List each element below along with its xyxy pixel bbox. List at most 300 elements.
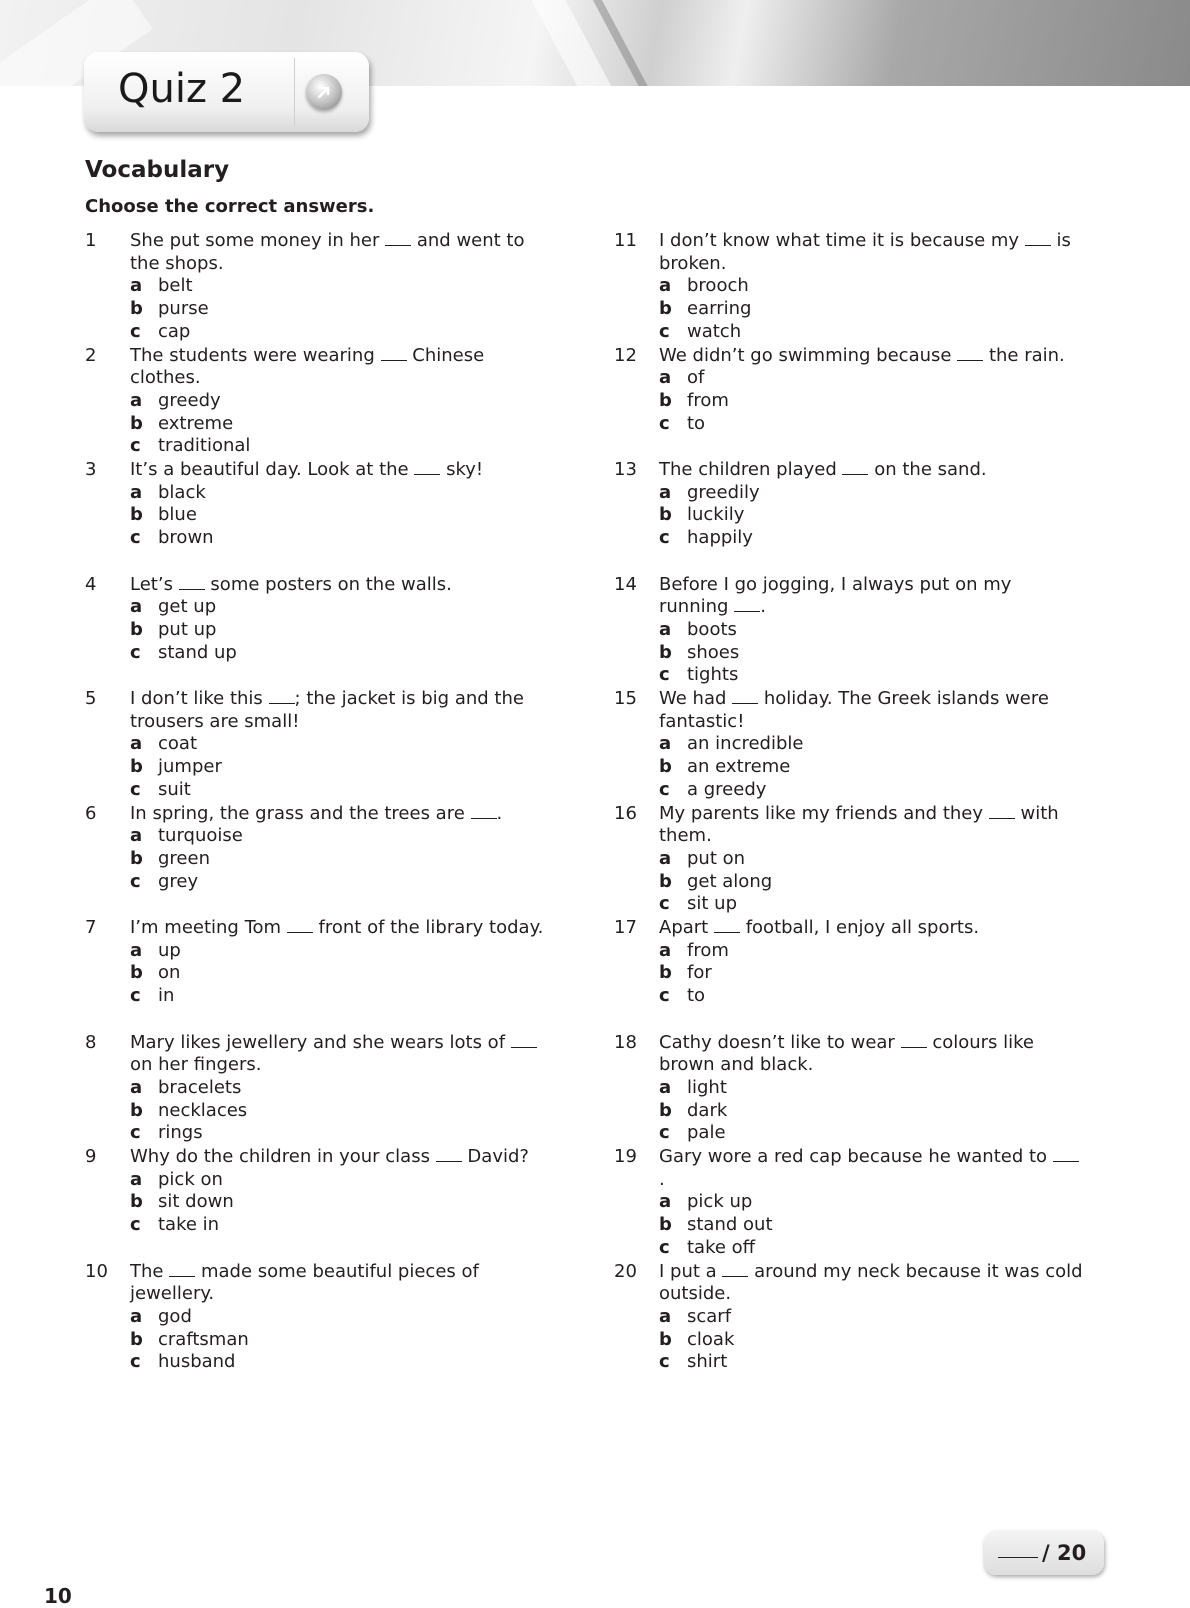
option-letter: b	[130, 847, 143, 869]
answer-option[interactable]	[659, 962, 1084, 985]
option-letter: c	[659, 985, 670, 1007]
option-letter: c	[659, 320, 670, 342]
option-text: jumper	[158, 756, 222, 778]
option-letter: a	[130, 1168, 143, 1190]
answer-option[interactable]	[130, 985, 555, 1008]
option-text: watch	[687, 320, 742, 342]
option-letter: b	[659, 1328, 672, 1350]
option-letter: c	[130, 778, 141, 800]
question-number: 1	[85, 230, 97, 251]
answer-option[interactable]	[130, 1306, 555, 1329]
answer-blank	[842, 460, 868, 475]
option-text: scarf	[687, 1305, 732, 1327]
option-text: a greedy	[687, 778, 767, 800]
question-text-after: on the sand.	[874, 459, 987, 480]
answer-option[interactable]	[659, 779, 1084, 802]
answer-blank	[957, 346, 983, 361]
section-title: Vocabulary	[85, 157, 230, 183]
answer-option[interactable]	[659, 1351, 1084, 1374]
option-text: bracelets	[158, 1076, 242, 1098]
question-text-before: Apart	[659, 917, 709, 938]
answer-option[interactable]	[130, 504, 555, 527]
option-letter: b	[659, 1214, 672, 1236]
answer-blank	[269, 689, 295, 704]
option-letter: b	[130, 962, 143, 984]
answer-option[interactable]	[130, 596, 555, 619]
option-text: put on	[687, 847, 746, 869]
question-text-after: and went to the shops.	[130, 230, 525, 274]
answer-blank	[1025, 231, 1051, 246]
option-text: shirt	[687, 1351, 728, 1373]
option-letter: b	[659, 641, 672, 663]
question-number: 2	[85, 344, 97, 366]
answer-blank	[381, 346, 407, 361]
question-number: 5	[85, 688, 97, 709]
question-item	[85, 574, 555, 689]
option-letter: a	[130, 275, 143, 297]
answer-blank	[989, 804, 1015, 819]
question-text	[659, 917, 1084, 940]
option-letter: a	[130, 733, 143, 755]
question-number: 17	[614, 917, 637, 938]
question-text	[659, 688, 1084, 733]
question-item	[85, 230, 555, 345]
question-number: 6	[85, 802, 97, 824]
question-text	[130, 574, 555, 597]
option-text: cap	[158, 320, 191, 342]
question-text-after: front of the library today.	[318, 917, 544, 938]
question-text-after: sky!	[446, 459, 484, 480]
option-text: husband	[158, 1351, 236, 1373]
answer-blank	[511, 1033, 537, 1048]
option-text: green	[158, 847, 210, 869]
option-letter: a	[659, 939, 672, 961]
question-text	[659, 803, 1084, 848]
answer-option[interactable]	[659, 390, 1084, 413]
answer-option[interactable]	[659, 367, 1084, 390]
page-number: 10	[44, 1584, 72, 1608]
option-letter: a	[130, 596, 143, 618]
answer-option[interactable]	[659, 642, 1084, 665]
option-text: of	[687, 367, 705, 389]
option-text: greedily	[687, 481, 760, 503]
answer-option[interactable]	[659, 1306, 1084, 1329]
answer-option[interactable]	[659, 321, 1084, 344]
option-letter: b	[130, 1099, 143, 1121]
answer-option[interactable]	[659, 848, 1084, 871]
question-number: 15	[614, 688, 637, 709]
question-text-before: In spring, the grass and the trees are	[130, 802, 465, 824]
question-text	[659, 1032, 1084, 1077]
answer-option[interactable]	[659, 1077, 1084, 1100]
answer-option[interactable]	[659, 275, 1084, 298]
option-letter: b	[659, 504, 672, 526]
question-text	[659, 230, 1084, 275]
question-text	[130, 1032, 555, 1077]
question-number: 3	[85, 459, 97, 480]
option-text: stand up	[158, 641, 237, 663]
answer-option[interactable]	[659, 527, 1084, 550]
option-text: light	[687, 1076, 727, 1098]
answer-blank	[169, 1262, 195, 1277]
answer-option[interactable]	[659, 756, 1084, 779]
question-text	[130, 345, 555, 390]
option-text: brown	[158, 527, 214, 549]
option-letter: c	[659, 893, 670, 915]
option-text: sit up	[687, 893, 737, 915]
option-letter: a	[130, 389, 143, 411]
option-letter: b	[130, 618, 143, 640]
answer-option[interactable]	[130, 1351, 555, 1374]
answer-option[interactable]	[130, 871, 555, 894]
question-text	[130, 1146, 555, 1169]
question-number: 20	[614, 1260, 637, 1282]
question-text-before: The students were wearing	[130, 344, 375, 366]
option-letter: c	[659, 1122, 670, 1144]
question-text-before: My parents like my friends and they	[659, 802, 984, 824]
question-text-before: I’m meeting Tom	[130, 917, 282, 938]
option-letter: a	[130, 1076, 143, 1098]
answer-blank	[734, 597, 760, 612]
answer-option[interactable]	[130, 1122, 555, 1145]
answer-blank	[287, 918, 313, 933]
question-item	[614, 230, 1084, 345]
option-text: traditional	[158, 435, 251, 457]
question-text-before: Before I go jogging, I always put on my running	[659, 573, 1012, 618]
question-number: 8	[85, 1031, 97, 1053]
instructions: Choose the correct answers.	[85, 196, 375, 217]
question-item	[85, 345, 555, 460]
answer-option[interactable]	[130, 527, 555, 550]
answer-option[interactable]	[130, 1100, 555, 1123]
option-letter: b	[130, 756, 143, 778]
score-box	[984, 1531, 1104, 1575]
option-text: boots	[687, 618, 737, 640]
answer-blank	[722, 1262, 748, 1277]
question-text	[659, 1261, 1084, 1306]
option-letter: a	[659, 733, 672, 755]
question-text-after: around my neck because it was cold outside.	[659, 1260, 1083, 1305]
question-text-after: Chinese clothes.	[130, 344, 485, 389]
option-text: greedy	[158, 389, 221, 411]
question-number: 19	[614, 1146, 637, 1167]
option-text: dark	[687, 1099, 728, 1121]
answer-option[interactable]	[130, 482, 555, 505]
question-number: 9	[85, 1146, 97, 1167]
option-letter: c	[130, 527, 141, 549]
option-letter: a	[659, 367, 672, 389]
question-text	[659, 345, 1084, 368]
question-number: 11	[614, 230, 637, 251]
answer-option[interactable]	[659, 985, 1084, 1008]
question-text-before: Gary wore a red cap because he wanted to	[659, 1146, 1048, 1167]
question-item	[614, 1146, 1084, 1261]
option-letter: b	[130, 504, 143, 526]
answer-option[interactable]	[659, 871, 1084, 894]
answer-option[interactable]	[130, 1169, 555, 1192]
question-text-before: It’s a beautiful day. Look at the	[130, 459, 409, 480]
answer-option[interactable]	[130, 779, 555, 802]
answer-option[interactable]	[659, 1214, 1084, 1237]
option-text: sit down	[158, 1191, 234, 1213]
option-letter: a	[130, 825, 143, 847]
answer-option[interactable]	[130, 435, 555, 458]
answer-option[interactable]	[659, 504, 1084, 527]
question-text-before: Let’s	[130, 573, 173, 595]
question-text	[130, 230, 555, 275]
answer-option[interactable]	[659, 1329, 1084, 1352]
answer-option[interactable]	[130, 1077, 555, 1100]
question-text	[130, 688, 555, 733]
option-letter: c	[130, 985, 141, 1007]
option-text: extreme	[158, 412, 234, 434]
option-letter: a	[659, 1305, 672, 1327]
option-text: an extreme	[687, 756, 791, 778]
option-letter: b	[659, 962, 672, 984]
question-text-before: We had	[659, 688, 727, 709]
question-text-after: David?	[467, 1146, 529, 1167]
question-text	[659, 574, 1084, 619]
option-text: suit	[158, 778, 191, 800]
question-text-after: with them.	[659, 802, 1059, 847]
option-text: pick up	[687, 1191, 753, 1213]
question-text-before: The children played	[659, 459, 837, 480]
question-text-after: the rain.	[988, 344, 1065, 366]
question-item	[614, 1032, 1084, 1147]
question-text-after: is broken.	[659, 230, 1071, 274]
option-text: to	[687, 985, 706, 1007]
answer-option[interactable]	[130, 298, 555, 321]
option-letter: a	[659, 1076, 672, 1098]
question-item	[85, 1261, 555, 1376]
option-letter: c	[130, 320, 141, 342]
question-text-after: holiday. The Greek islands were fantastic!	[659, 688, 1049, 732]
option-text: an incredible	[687, 733, 804, 755]
option-letter: a	[659, 275, 672, 297]
question-text-after: ; the jacket is big and the trousers are small!	[130, 688, 524, 732]
score-total: / 20	[1042, 1541, 1087, 1565]
option-letter: b	[659, 1099, 672, 1121]
question-number: 10	[85, 1260, 108, 1282]
question-item	[85, 1032, 555, 1147]
answer-option[interactable]	[659, 664, 1084, 687]
option-letter: c	[659, 778, 670, 800]
option-letter: c	[130, 641, 141, 663]
question-item	[85, 917, 555, 1032]
question-text-before: I don’t know what time it is because my	[659, 230, 1020, 251]
option-text: belt	[158, 275, 193, 297]
question-text-before: We didn’t go swimming because	[659, 344, 952, 366]
question-text-before: Cathy doesn’t like to wear	[659, 1031, 895, 1053]
option-text: take in	[158, 1214, 220, 1236]
answer-option[interactable]	[659, 1237, 1084, 1260]
question-number: 13	[614, 459, 637, 480]
arrow-icon	[306, 74, 342, 110]
answer-option[interactable]	[659, 893, 1084, 916]
option-letter: a	[130, 939, 143, 961]
answer-option[interactable]	[130, 321, 555, 344]
option-text: coat	[158, 733, 197, 755]
questions-column-left	[85, 230, 555, 1375]
question-item	[614, 917, 1084, 1032]
option-text: stand out	[687, 1214, 773, 1236]
question-number: 12	[614, 344, 637, 366]
answer-option[interactable]	[130, 275, 555, 298]
option-text: god	[158, 1305, 192, 1327]
option-letter: b	[659, 870, 672, 892]
option-text: tights	[687, 664, 739, 686]
question-text-after: made some beautiful pieces of jewellery.	[130, 1260, 479, 1305]
option-text: purse	[158, 298, 209, 320]
option-text: shoes	[687, 641, 740, 663]
option-text: take off	[687, 1236, 756, 1258]
question-item	[85, 459, 555, 574]
option-text: pick on	[158, 1168, 223, 1190]
question-item	[614, 459, 1084, 574]
option-text: from	[687, 389, 729, 411]
option-text: craftsman	[158, 1328, 249, 1350]
question-text	[130, 459, 555, 482]
option-letter: c	[130, 870, 141, 892]
option-text: get up	[158, 596, 217, 618]
question-text-before: She put some money in her	[130, 230, 380, 251]
answer-option[interactable]	[659, 1100, 1084, 1123]
option-text: in	[158, 985, 175, 1007]
option-letter: c	[130, 1351, 141, 1373]
option-letter: c	[659, 1351, 670, 1373]
option-text: earring	[687, 298, 752, 320]
question-item	[614, 803, 1084, 918]
question-number: 14	[614, 573, 637, 595]
option-text: necklaces	[158, 1099, 248, 1121]
answer-option[interactable]	[659, 733, 1084, 756]
option-text: pale	[687, 1122, 726, 1144]
question-item	[85, 1146, 555, 1261]
questions-column-right	[614, 230, 1084, 1375]
option-letter: c	[659, 664, 670, 686]
answer-blank	[714, 918, 740, 933]
option-letter: c	[659, 527, 670, 549]
question-item	[614, 688, 1084, 803]
answer-option[interactable]	[130, 848, 555, 871]
question-item	[85, 688, 555, 803]
option-letter: a	[130, 1305, 143, 1327]
question-item	[614, 574, 1084, 689]
question-text	[659, 1146, 1084, 1191]
question-text	[130, 917, 555, 940]
question-number: 18	[614, 1031, 637, 1053]
answer-blank	[385, 231, 411, 246]
answer-option[interactable]	[659, 619, 1084, 642]
answer-option[interactable]	[130, 390, 555, 413]
option-text: from	[687, 939, 729, 961]
question-text-before: Why do the children in your class	[130, 1146, 430, 1167]
option-letter: b	[659, 298, 672, 320]
answer-option[interactable]	[659, 1191, 1084, 1214]
option-letter: c	[659, 412, 670, 434]
answer-option[interactable]	[130, 1329, 555, 1352]
answer-blank	[414, 460, 440, 475]
option-letter: b	[130, 1191, 143, 1213]
question-text-after: .	[659, 1168, 665, 1190]
option-text: happily	[687, 527, 753, 549]
option-letter: a	[659, 847, 672, 869]
option-letter: b	[659, 756, 672, 778]
option-letter: b	[659, 389, 672, 411]
question-item	[614, 345, 1084, 460]
option-text: blue	[158, 504, 197, 526]
answer-option[interactable]	[659, 482, 1084, 505]
option-letter: a	[659, 481, 672, 503]
question-text-before: The	[130, 1260, 164, 1282]
answer-option[interactable]	[130, 940, 555, 963]
score-blank	[998, 1557, 1038, 1558]
answer-blank	[901, 1033, 927, 1048]
question-number: 16	[614, 802, 637, 824]
answer-blank	[471, 804, 497, 819]
answer-blank	[179, 575, 205, 590]
option-text: luckily	[687, 504, 745, 526]
option-letter: c	[130, 1122, 141, 1144]
question-item	[614, 1261, 1084, 1376]
question-text-after: .	[496, 802, 503, 824]
question-text	[659, 459, 1084, 482]
answer-option[interactable]	[659, 413, 1084, 436]
option-letter: b	[130, 412, 143, 434]
answer-option[interactable]	[130, 756, 555, 779]
answer-option[interactable]	[130, 733, 555, 756]
option-text: get along	[687, 870, 773, 892]
option-letter: a	[130, 481, 143, 503]
question-text-after: some posters on the walls.	[210, 573, 452, 595]
option-letter: b	[130, 1328, 143, 1350]
answer-blank	[1053, 1147, 1079, 1162]
answer-option[interactable]	[130, 619, 555, 642]
question-item	[85, 803, 555, 918]
answer-option[interactable]	[130, 1214, 555, 1237]
question-number: 4	[85, 573, 97, 595]
option-text: cloak	[687, 1328, 735, 1350]
option-text: black	[158, 481, 206, 503]
option-text: on	[158, 962, 181, 984]
option-text: for	[687, 962, 712, 984]
answer-option[interactable]	[659, 940, 1084, 963]
question-text-before: I put a	[659, 1260, 717, 1282]
question-text-after: .	[760, 596, 766, 618]
page-title: Quiz 2	[118, 66, 246, 112]
option-letter: c	[130, 1214, 141, 1236]
option-text: to	[687, 412, 706, 434]
answer-option[interactable]	[130, 413, 555, 436]
question-text	[130, 803, 555, 826]
option-letter: a	[659, 1191, 672, 1213]
quiz-title-tab	[84, 52, 369, 132]
question-text-before: Mary likes jewellery and she wears lots of	[130, 1031, 506, 1053]
option-text: turquoise	[158, 825, 243, 847]
question-text-after: football, I enjoy all sports.	[745, 917, 980, 938]
answer-option[interactable]	[659, 298, 1084, 321]
answer-option[interactable]	[130, 1191, 555, 1214]
option-text: grey	[158, 870, 199, 892]
answer-option[interactable]	[130, 825, 555, 848]
question-text	[130, 1261, 555, 1306]
answer-option[interactable]	[130, 642, 555, 665]
answer-option[interactable]	[659, 1122, 1084, 1145]
answer-blank	[732, 689, 758, 704]
option-text: up	[158, 939, 181, 961]
answer-option[interactable]	[130, 962, 555, 985]
answer-blank	[436, 1147, 462, 1162]
